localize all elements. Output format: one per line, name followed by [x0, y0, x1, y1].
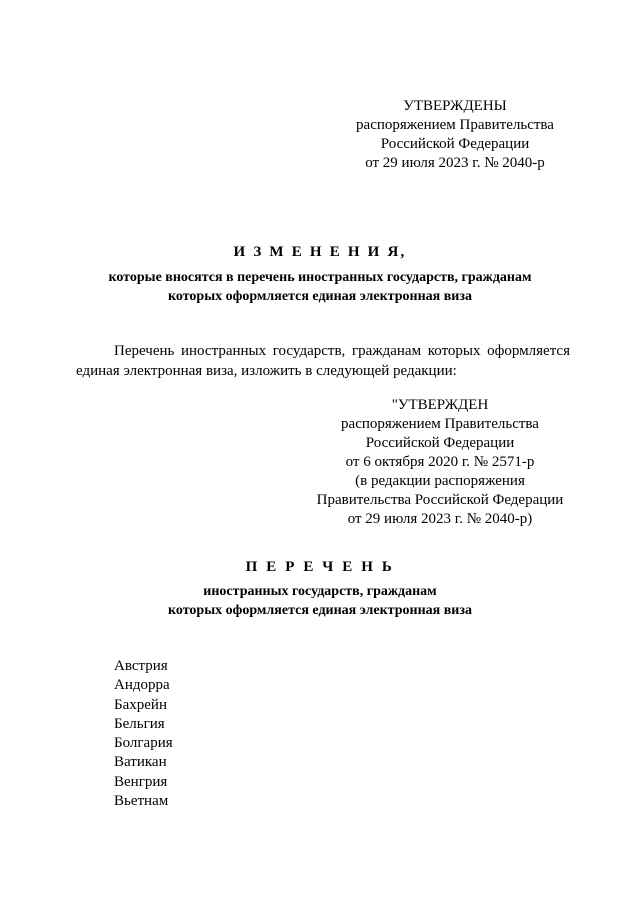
list-subtitle-line: которых оформляется единая электронная виза	[168, 603, 472, 618]
quoted-approval-line: (в редакции распоряжения	[355, 473, 525, 489]
country-item: Вьетнам	[114, 793, 169, 810]
list-subtitle	[0, 582, 640, 620]
country-item: Австрия	[114, 658, 168, 674]
quoted-approval-line: от 6 октября 2020 г. № 2571-р	[345, 454, 535, 470]
approval-line: Российской Федерации	[380, 136, 530, 152]
country-list	[114, 657, 173, 811]
intro-paragraph	[76, 341, 570, 381]
quoted-approval-block	[300, 396, 580, 529]
approval-line: от 29 июля 2023 г. № 2040-р	[365, 155, 545, 171]
changes-subtitle-line: которые вносятся в перечень иностранных государств, гражданам	[108, 270, 532, 285]
quoted-approval-line: Правительства Российской Федерации	[316, 492, 564, 508]
country-item: Ватикан	[114, 754, 167, 771]
approval-block	[340, 97, 570, 173]
changes-subtitle-line: которых оформляется единая электронная виза	[168, 289, 472, 304]
country-item: Андорра	[114, 677, 170, 694]
changes-title: И З М Е Н Е Н И Я,	[233, 244, 407, 260]
country-item: Венгрия	[114, 773, 168, 790]
approval-line: УТВЕРЖДЕНЫ	[403, 98, 507, 114]
intro-paragraph-line: единая электронная виза, изложить в следующей редакции:	[76, 363, 457, 379]
intro-paragraph-line: Перечень иностранных государств, гражданам которых оформляется	[114, 343, 570, 359]
quoted-approval-line: "УТВЕРЖДЕН	[391, 397, 489, 413]
quoted-approval-line: от 29 июля 2023 г. № 2040-р)	[347, 511, 533, 527]
approval-line: распоряжением Правительства	[356, 117, 554, 133]
quoted-approval-line: распоряжением Правительства	[341, 416, 539, 432]
quoted-approval-line: Российской Федерации	[365, 435, 515, 451]
country-item: Бельгия	[114, 715, 165, 732]
list-title: П Е Р Е Ч Е Н Ь	[245, 559, 395, 575]
changes-subtitle	[0, 268, 640, 306]
list-subtitle-line: иностранных государств, гражданам	[203, 584, 437, 599]
country-item: Бахрейн	[114, 696, 167, 713]
country-item: Болгария	[114, 735, 173, 752]
